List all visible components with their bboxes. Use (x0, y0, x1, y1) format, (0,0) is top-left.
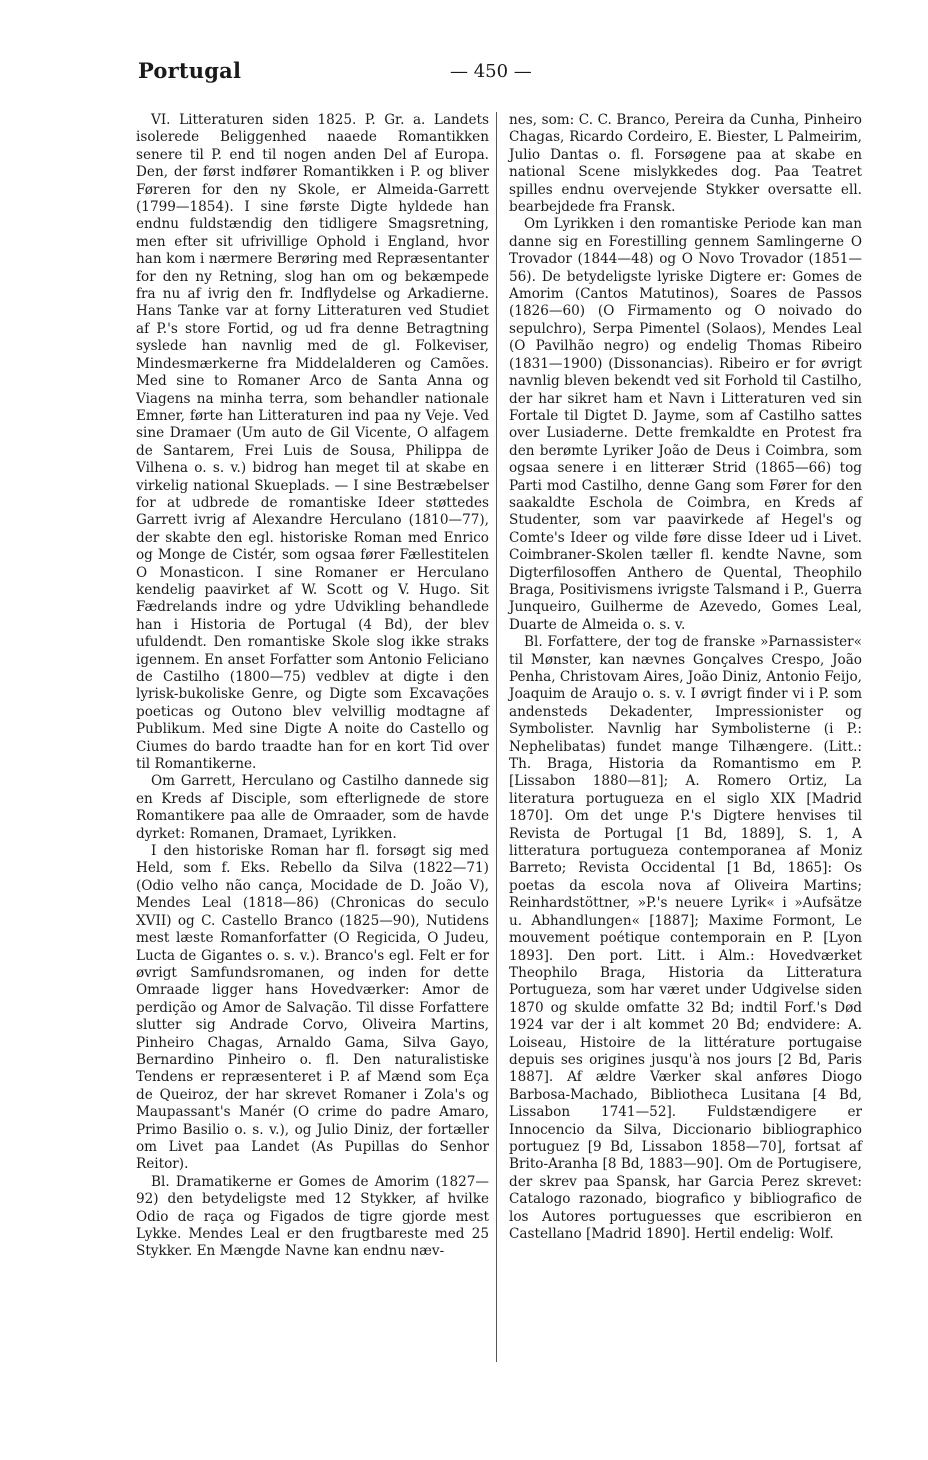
right-column (509, 112, 862, 1243)
column-divider (496, 112, 497, 1362)
paragraph: VI. Litteraturen siden 1825. P. Gr. a. Landets isolerede Beliggenhed naaede Romantikken senere til P. end til nogen anden Del af Europa. Den, der først indfører Romantikken i P. og bliver Føreren for den ny Skole, er Almeida-Garrett (1799—1854). I sine første Digte hyldede han endnu fuldstændig den tidligere Smagsretning, men efter sit ufrivillige Ophold i England, hvor han kom i nærmere Berøring med Repræsentanter for den ny Retning, slog han om og bekæmpede fra nu af ivrig den fr. Indflydelse og Arkadierne. Hans Tanke var at forny Litteraturen ved Studiet af P.'s store Fortid, og ud fra denne Betragtning syslede han navnlig med de gl. Folkeviser, Mindesmærkerne fra Middelalderen og Camões. Med sine to Romaner Arco de Santa Anna og Viagens na minha terra, som behandler nationale Emner, førte han Litteraturen ind paa ny Veje. Ved sine Dramaer (Um auto de Gil Vicente, O alfagem de Santarem, Frei Luis de Sousa, Philippa de Vilhena o. s. v.) bidrog han meget til at skabe en virkelig national Skueplads. — I sine Bestræbelser for at udbrede de romantiske Ideer støttedes Garrett ivrig af Alexandre Herculano (1810—77), der skabte den egl. historiske Roman med Enrico og Monge de Cistér, som ogsaa fører Fællestitelen O Monasticon. I sine Romaner er Herculano kendelig paavirket af W. Scott og V. Hugo. Sit Fædrelands indre og ydre Udvikling behandlede han i Historia de Portugal (4 Bd), der blev ufuldendt. Den romantiske Skole slog ikke straks igennem. En anset Forfatter som Antonio Feliciano de Castilho (1800—75) vedblev at digte i den lyrisk-bukoliske Genre, og Digte som Excavações poeticas og Outono blev velvillig modtagne af Publikum. Med sine Digte A noite do Castello og Ciumes do bardo traadte han for en kort Tid over til Romantikerne. (136, 112, 489, 773)
paragraph: Bl. Forfattere, der tog de franske »Parnassister« til Mønster, kan nævnes Gonçalves Crespo, João Penha, Christovam Aires, João Diniz, Antonio Feijo, Joaquim de Araujo o. s. v. I øvrigt finder vi i P. som andensteds Dekadenter, Impressionister og Symbolister. Navnlig har Symbolisterne (i P.: Nephelibatas) fundet mange Tilhængere. (Litt.: Th. Braga, Historia da Romantismo em P. [Lissabon 1880—81]; A. Romero Ortiz, La literatura portugueza en el siglo XIX [Madrid 1870]. Om det unge P.'s Digtere henvises til Revista de Portugal [1 Bd, 1889], S. 1, A litteratura portugueza contemporanea af Moniz Barreto; Revista Occidental [1 Bd, 1865]: Os poetas da escola nova af Oliveira Martins; Reinhardstöttner, »P.'s neuere Lyrik« i »Aufsätze u. Abhandlungen« [1887]; Maxime Formont, Le mouvement poétique contemporain en P. [Lyon 1893]. Den port. Litt. i Alm.: Hovedværket Theophilo Braga, Historia da Litteratura Portugueza, som har været under Udgivelse siden 1870 og skulde omfatte 32 Bd; indtil Forf.'s Død 1924 var der i alt kommet 20 Bd; endvidere: A. Loiseau, Histoire de la littérature portugaise depuis ses origines jusqu'à nos jours [2 Bd, Paris 1887]. Af ældre Værker skal anføres Diogo Barbosa-Machado, Bibliotheca Lusitana [4 Bd, Lissabon 1741—52]. Fuldstændigere er Innocencio da Silva, Diccionario bibliographico portuguez [9 Bd, Lissabon 1858—70], fortsat af Brito-Aranha [8 Bd, 1883—90]. Om de Portugisere, der skrev paa Spansk, har Garcia Perez skrevet: Catalogo razonado, biografico y bibliografico de los Autores portuguesses que escribieron en Castellano [Madrid 1890]. Hertil endelig: Wolf. (509, 634, 862, 1242)
page-number: — 450 — (450, 61, 532, 82)
paragraph: nes, som: C. C. Branco, Pereira da Cunha, Pinheiro Chagas, Ricardo Cordeiro, E. Biester, L Palmeirim, Julio Dantas o. fl. Forsøgene paa at skabe en national Scene mislykkedes dog. Paa Teatret spilles endnu overvejende Stykker oversatte ell. bearbejdede fra Fransk. (509, 112, 862, 216)
paragraph: Om Garrett, Herculano og Castilho dannede sig en Kreds af Disciple, som efterlignede de store Romantikere paa alle de Omraader, som de havde dyrket: Romanen, Dramaet, Lyrikken. (136, 773, 489, 842)
running-head-title: Portugal (138, 58, 242, 83)
paragraph: I den historiske Roman har fl. forsøgt sig med Held, som f. Eks. Rebello da Silva (1822—71) (Odio velho não cança, Mocidade de D. João V), Mendes Leal (1818—86) (Chronicas do seculo XVII) og C. Castello Branco (1825—90), Nutidens mest læste Romanforfatter (O Regicida, O Judeu, Lucta de Gigantes o. s. v.). Branco's egl. Felt er for øvrigt Samfundsromanen, og inden for dette Omraade ligger hans Hovedværker: Amor de perdição og Amor de Salvação. Til disse Forfattere slutter sig Andrade Corvo, Oliveira Martins, Pinheiro Chagas, Arnaldo Gama, Silva Gayo, Bernardino Pinheiro o. fl. Den naturalistiske Tendens er repræsenteret i P. af Mænd som Eça de Queiroz, der har skrevet Romaner i Zola's og Maupassant's Manér (O crime do padre Amaro, Primo Basilio o. s. v.), og Julio Diniz, der fortæller om Livet paa Landet (As Pupillas do Senhor Reitor). (136, 843, 489, 1173)
paragraph: Om Lyrikken i den romantiske Periode kan man danne sig en Forestilling gennem Samlingerne O Trovador (1844—48) og O Novo Trovador (1851—56). De betydeligste lyriske Digtere er: Gomes de Amorim (Cantos Matutinos), Soares de Passos (1826—60) (O Firmamento og O noivado do sepulchro), Serpa Pimentel (Solaos), Mendes Leal (O Pavilhão negro) og endelig Thomas Ribeiro (1831—1900) (Dissonancias). Ribeiro er for øvrigt navnlig bleven bekendt ved sit Forhold til Castilho, der har sikret ham et Navn i Litteraturen ved sin Fortale til Digtet D. Jayme, som af Castilho sattes over Lusiaderne. Dette fremkaldte en Protest fra den berømte Lyriker João de Deus i Coimbra, som ogsaa senere i en litterær Strid (1865—66) tog Parti mod Castilho, denne Gang som Fører for den saakaldte Eschola de Coimbra, en Kreds af Studenter, som var paavirkede af Hegel's og Comte's Ideer og vilde føre disse Ideer ud i Livet. Coimbraner-Skolen tæller fl. kendte Navne, som Digterfilosoffen Anthero de Quental, Theophilo Braga, Positivismens ivrigste Talsmand i P., Guerra Junqueiro, Guilherme de Azevedo, Gomes Leal, Duarte de Almeida o. s. v. (509, 216, 862, 633)
paragraph: Bl. Dramatikerne er Gomes de Amorim (1827—92) den betydeligste med 12 Stykker, af hvilke Odio de raça og Figados de tigre gjorde mest Lykke. Mendes Leal er den frugtbareste med 25 Stykker. En Mængde Navne kan endnu næv- (136, 1173, 489, 1260)
left-column (136, 112, 489, 1261)
